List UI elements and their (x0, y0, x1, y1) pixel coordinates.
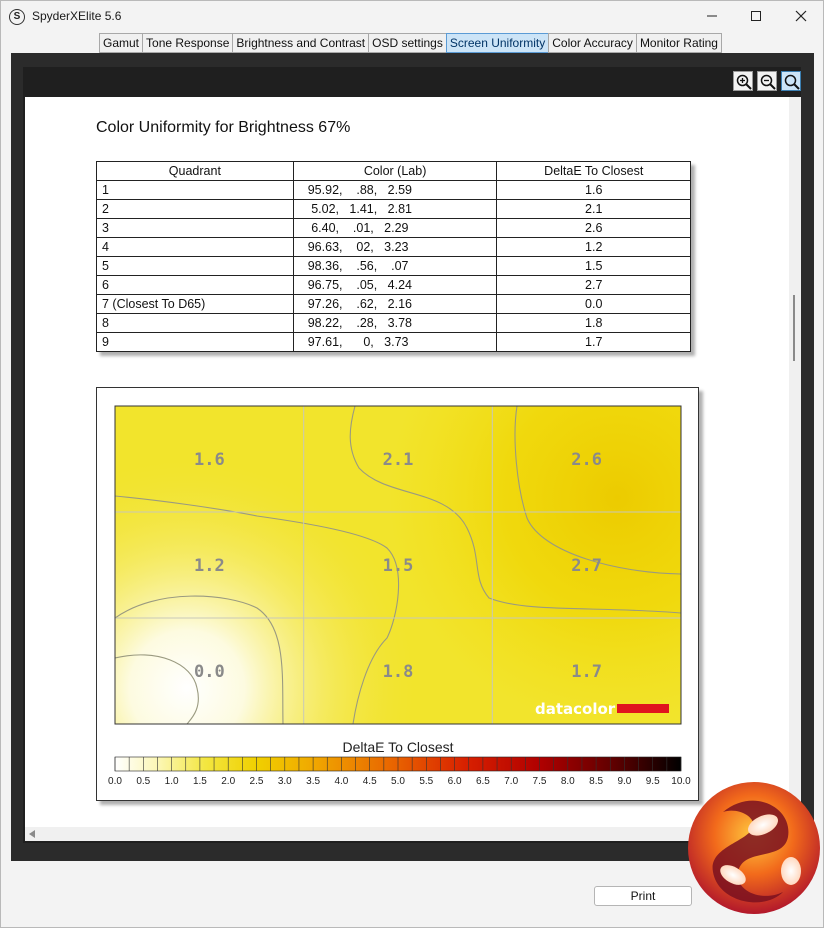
quadrant-cell: 3 (97, 219, 294, 238)
legend-tick-label: 2.5 (249, 776, 264, 787)
legend-tick-label: 0.5 (136, 776, 151, 787)
header-deltae: DeltaE To Closest (497, 162, 691, 181)
table-row (97, 181, 691, 200)
zoom-in-button[interactable] (733, 71, 753, 91)
legend-tick-label: 8.0 (560, 776, 575, 787)
tab-bar (99, 33, 722, 53)
legend-tick-label: 8.5 (589, 776, 604, 787)
quadrant-cell: 1 (97, 181, 294, 200)
window-title: SpyderXElite 5.6 (32, 9, 122, 23)
color-lab-cell: 5.02, 1.41, 2.81 (293, 200, 497, 219)
legend-tick-label: 9.5 (645, 776, 660, 787)
tab-color-accuracy[interactable]: Color Accuracy (548, 33, 636, 53)
title-bar (1, 1, 823, 33)
quadrant-cell: 2 (97, 200, 294, 219)
table-row (97, 314, 691, 333)
legend-tick-label: 0.0 (108, 776, 122, 787)
cell-value-label: 1.5 (382, 556, 414, 576)
color-lab-cell: 6.40, .01, 2.29 (293, 219, 497, 238)
zoom-fit-icon (783, 73, 801, 91)
scroll-left-arrow-icon[interactable] (29, 830, 35, 838)
quadrant-cell: 4 (97, 238, 294, 257)
deltae-cell: 2.7 (497, 276, 691, 295)
zoom-fit-button[interactable] (781, 71, 801, 91)
color-lab-cell: 96.63, 02, 3.23 (293, 238, 497, 257)
table-row (97, 200, 691, 219)
deltae-cell: 0.0 (497, 295, 691, 314)
tab-monitor-rating[interactable]: Monitor Rating (636, 33, 722, 53)
vertical-scrollbar[interactable] (789, 97, 801, 827)
vertical-scroll-thumb[interactable] (793, 295, 795, 361)
cell-value-label: 1.7 (571, 662, 603, 682)
app-icon: S (9, 9, 25, 25)
color-lab-cell: 97.26, .62, 2.16 (293, 295, 497, 314)
legend-tick-label: 5.5 (419, 776, 434, 787)
deltae-cell: 1.2 (497, 238, 691, 257)
tab-osd-settings[interactable]: OSD settings (368, 33, 446, 53)
table-row (97, 276, 691, 295)
legend-tick-label: 5.0 (391, 776, 405, 787)
color-lab-cell: 98.22, .28, 3.78 (293, 314, 497, 333)
datacolor-watermark: datacolor (535, 700, 616, 718)
heatmap-svg (97, 388, 700, 802)
tab-brightness-contrast[interactable]: Brightness and Contrast (232, 33, 368, 53)
tab-gamut[interactable]: Gamut (99, 33, 142, 53)
cell-value-label: 2.7 (571, 556, 603, 576)
zoom-out-button[interactable] (757, 71, 777, 91)
tab-screen-uniformity[interactable]: Screen Uniformity (446, 33, 548, 53)
print-button[interactable]: Print (594, 886, 692, 906)
maximize-button[interactable] (733, 1, 779, 31)
color-lab-cell: 95.92, .88, 2.59 (293, 181, 497, 200)
legend-tick-label: 6.0 (447, 776, 462, 787)
legend-tick-label: 6.5 (475, 776, 490, 787)
table-header-row (97, 162, 691, 181)
cell-value-label: 2.1 (382, 450, 414, 470)
minimize-button[interactable] (689, 1, 735, 31)
zoom-in-icon (735, 73, 753, 91)
quadrant-cell: 6 (97, 276, 294, 295)
deltae-cell: 1.8 (497, 314, 691, 333)
legend-tick-label: 7.0 (504, 776, 519, 787)
uniformity-table (96, 161, 691, 352)
color-lab-cell: 97.61, 0, 3.73 (293, 333, 497, 352)
datacolor-bar (617, 704, 669, 713)
cell-value-label: 1.2 (193, 556, 225, 576)
zoom-out-icon (759, 73, 777, 91)
deltae-cell: 2.6 (497, 219, 691, 238)
legend-title: DeltaE To Closest (342, 739, 454, 755)
deltae-cell: 1.5 (497, 257, 691, 276)
header-quadrant: Quadrant (97, 162, 294, 181)
table-row (97, 333, 691, 352)
maximize-icon (750, 10, 762, 22)
legend-tick-label: 9.0 (617, 776, 632, 787)
table-row (97, 219, 691, 238)
legend-tick-label: 4.5 (362, 776, 377, 787)
quadrant-cell: 8 (97, 314, 294, 333)
table-row (97, 238, 691, 257)
cell-value-label: 0.0 (193, 662, 225, 682)
report-title: Color Uniformity for Brightness 67% (96, 119, 351, 136)
legend-tick-label: 3.0 (277, 776, 292, 787)
uniformity-heatmap (96, 387, 699, 801)
deltae-cell: 2.1 (497, 200, 691, 219)
legend-tick-label: 3.5 (306, 776, 321, 787)
legend-tick-label: 4.0 (334, 776, 349, 787)
legend-tick-label: 10.0 (671, 776, 691, 787)
legend-tick-label: 2.0 (221, 776, 236, 787)
cell-value-label: 2.6 (571, 450, 603, 470)
deltae-cell: 1.7 (497, 333, 691, 352)
quadrant-cell: 5 (97, 257, 294, 276)
close-icon (795, 10, 807, 22)
tab-tone-response[interactable]: Tone Response (142, 33, 232, 53)
header-color-lab: Color (Lab) (293, 162, 497, 181)
report-page (25, 97, 789, 827)
legend-tick-label: 7.5 (532, 776, 547, 787)
color-lab-cell: 96.75, .05, 4.24 (293, 276, 497, 295)
deltae-cell: 1.6 (497, 181, 691, 200)
minimize-icon (706, 10, 718, 22)
kitguru-logo-icon (683, 777, 824, 919)
table-row (97, 257, 691, 276)
table-row (97, 295, 691, 314)
quadrant-cell: 7 (Closest To D65) (97, 295, 294, 314)
cell-value-label: 1.6 (193, 450, 225, 470)
close-button[interactable] (778, 1, 824, 31)
legend-tick-label: 1.0 (164, 776, 179, 787)
color-lab-cell: 98.36, .56, .07 (293, 257, 497, 276)
cell-value-label: 1.8 (382, 662, 414, 682)
quadrant-cell: 9 (97, 333, 294, 352)
legend-tick-label: 1.5 (192, 776, 207, 787)
